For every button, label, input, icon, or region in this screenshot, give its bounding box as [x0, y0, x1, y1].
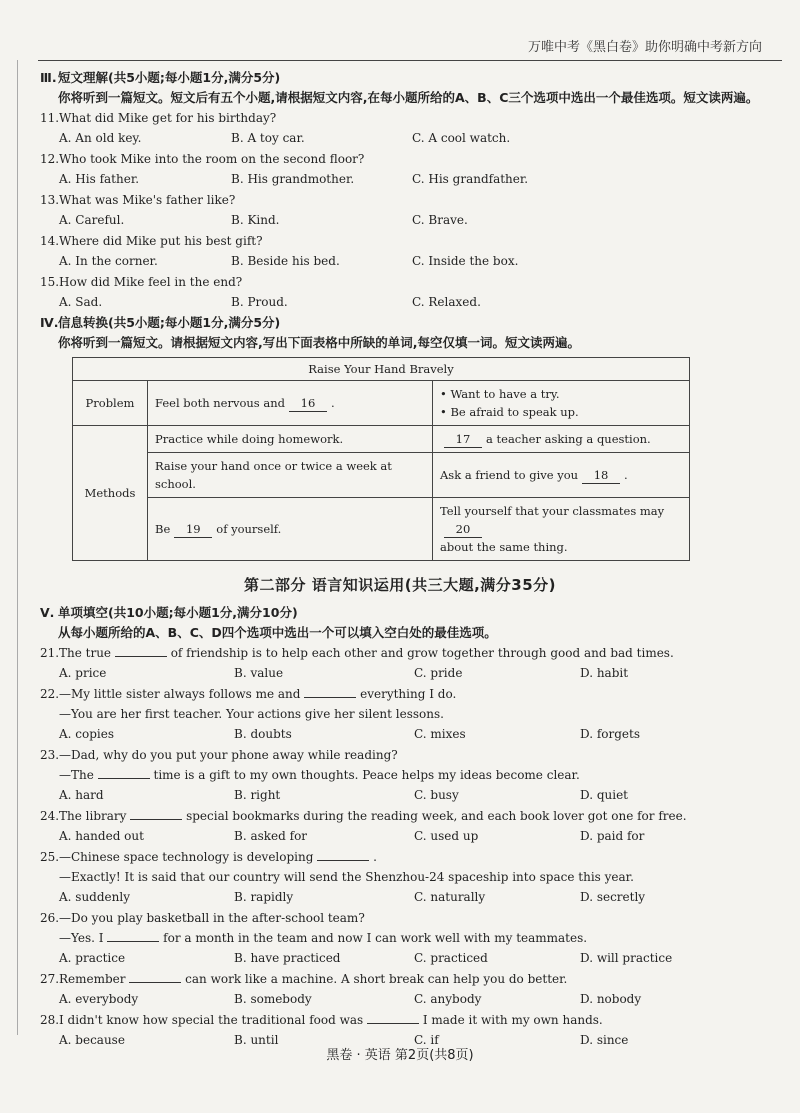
section-4-heading: 信息转换(共5小题;每小题1分,满分5分) — [58, 315, 281, 330]
question-text: The library — [59, 809, 127, 823]
question-stem — [40, 231, 760, 251]
question-number: 22. — [40, 687, 60, 701]
method-3-right-text: Tell yourself that your classmates may — [440, 504, 665, 518]
question-text-end: . — [373, 850, 377, 864]
answer-blank[interactable] — [98, 766, 150, 779]
bullet-want-try: • Want to have a try. — [440, 387, 560, 401]
method-3-right — [433, 498, 690, 561]
problem-bullets — [433, 381, 690, 426]
question-text-end: can work like a machine. A short break can help you do better. — [185, 972, 568, 986]
options-row — [40, 169, 760, 190]
option-a[interactable]: A. practice — [59, 951, 126, 965]
section-3-numeral: Ⅲ. — [40, 70, 57, 85]
question-stem — [40, 847, 760, 867]
option-c[interactable]: C. anybody — [414, 992, 482, 1006]
section-5-heading: 单项填空(共10小题;每小题1分,满分10分) — [58, 605, 298, 620]
question-text: —Do you play basketball in the after-school team? — [59, 911, 365, 925]
option-b[interactable]: B. have practiced — [234, 951, 341, 965]
reply-text: —The — [59, 768, 94, 782]
question-number: 11. — [40, 111, 60, 125]
method-2-right — [433, 453, 690, 498]
method-2-right-end: . — [624, 468, 628, 482]
reply-text-end: for a month in the team and now I can work well with my teammates. — [163, 931, 588, 945]
options-row — [40, 210, 760, 231]
options-row — [40, 989, 760, 1010]
option-b[interactable]: B. His grandmother. — [231, 172, 355, 186]
option-c[interactable]: C. used up — [414, 829, 479, 843]
section-3-questions — [40, 108, 760, 313]
option-b[interactable]: B. Beside his bed. — [231, 254, 340, 268]
blank-19[interactable]: 19 — [174, 522, 212, 538]
question-reply: —You are her first teacher. Your actions give her silent lessons. — [59, 707, 444, 721]
option-a[interactable]: A. Careful. — [59, 213, 125, 227]
question-number: 25. — [40, 850, 60, 864]
left-margin-rule — [17, 60, 18, 1035]
option-c[interactable]: C. pride — [414, 666, 463, 680]
option-b[interactable]: B. A toy car. — [231, 131, 305, 145]
section-3-instructions: 你将听到一篇短文。短文后有五个小题,请根据短文内容,在每小题所给的A、B、C三个选项中选出一个最佳选项。短文读两遍。 — [58, 90, 759, 105]
problem-cell — [148, 381, 433, 426]
option-c[interactable]: C. busy — [414, 788, 459, 802]
section-5-instructions: 从每小题所给的A、B、C、D四个选项中选出一个可以填入空白处的最佳选项。 — [58, 625, 497, 640]
question-number: 12. — [40, 152, 60, 166]
option-a[interactable]: A. price — [59, 666, 107, 680]
answer-blank[interactable] — [304, 685, 356, 698]
method-3-left-text: Be — [155, 522, 171, 536]
option-a[interactable]: A. hard — [59, 788, 104, 802]
options-row — [40, 948, 760, 969]
page-header: 万唯中考《黑白卷》助你明确中考新方向 — [527, 40, 762, 55]
options-row — [40, 663, 760, 684]
section-5-questions — [40, 643, 760, 1051]
question-text: Remember — [59, 972, 126, 986]
method-2-left: Raise your hand once or twice a week at school. — [148, 453, 433, 498]
question-stem — [40, 272, 760, 292]
question-number: 28. — [40, 1013, 60, 1027]
option-a[interactable]: A. handed out — [59, 829, 144, 843]
answer-blank[interactable] — [107, 929, 159, 942]
question-number: 24. — [40, 809, 60, 823]
option-a[interactable]: A. suddenly — [59, 890, 130, 904]
option-d[interactable]: D. quiet — [580, 788, 628, 802]
option-b[interactable]: B. Proud. — [231, 295, 288, 309]
option-d[interactable]: D. since — [580, 1033, 629, 1047]
question-reply — [40, 928, 760, 948]
option-b[interactable]: B. right — [234, 788, 281, 802]
option-c[interactable]: C. naturally — [414, 890, 486, 904]
question-text: —Chinese space technology is developing — [59, 850, 314, 864]
section-4-numeral: Ⅳ. — [40, 315, 59, 330]
question-text: —My little sister always follows me and — [59, 687, 301, 701]
section-3-heading: 短文理解(共5小题;每小题1分,满分5分) — [58, 70, 281, 85]
problem-text: Feel both nervous and — [155, 396, 285, 410]
question-text-end: everything I do. — [360, 687, 457, 701]
section-5-numeral: Ⅴ. — [40, 605, 55, 620]
info-table — [72, 357, 690, 561]
page-content — [40, 68, 760, 1051]
option-b[interactable]: B. rapidly — [234, 890, 294, 904]
question-text-end: special bookmarks during the reading week, and each book lover got one for free. — [186, 809, 687, 823]
method-3-left-end: of yourself. — [216, 522, 282, 536]
option-c[interactable]: C. mixes — [414, 727, 466, 741]
question-stem — [40, 969, 760, 989]
option-d[interactable]: D. will practice — [580, 951, 673, 965]
options-row — [40, 826, 760, 847]
option-a[interactable]: A. His father. — [59, 172, 140, 186]
option-b[interactable]: B. doubts — [234, 727, 292, 741]
answer-blank[interactable] — [130, 807, 182, 820]
question-reply — [40, 765, 760, 785]
answer-blank[interactable] — [129, 970, 181, 983]
table-title: Raise Your Hand Bravely — [73, 358, 690, 381]
option-a[interactable]: A. In the corner. — [59, 254, 158, 268]
question-number: 13. — [40, 193, 60, 207]
question-stem — [40, 745, 760, 765]
option-b[interactable]: B. value — [234, 666, 284, 680]
answer-blank[interactable] — [115, 644, 167, 657]
question-number: 14. — [40, 234, 60, 248]
section-5-title — [40, 603, 760, 623]
question-text-end: of friendship is to help each other and grow together through good and bad times. — [170, 646, 674, 660]
option-d[interactable]: D. secretly — [580, 890, 646, 904]
question-reply: —Exactly! It is said that our country will send the Shenzhou-24 spaceship into space this year. — [59, 870, 634, 884]
option-c[interactable]: C. Inside the box. — [412, 254, 519, 268]
question-stem — [40, 149, 760, 169]
reply-text-end: time is a gift to my own thoughts. Peace helps my ideas become clear. — [153, 768, 580, 782]
question-text: What did Mike get for his birthday? — [59, 111, 277, 125]
options-row — [40, 251, 760, 272]
option-c[interactable]: C. A cool watch. — [412, 131, 511, 145]
option-b[interactable]: B. asked for — [234, 829, 308, 843]
option-c[interactable]: C. Relaxed. — [412, 295, 481, 309]
question-stem — [40, 684, 760, 704]
section-4-instructions: 你将听到一篇短文。请根据短文内容,写出下面表格中所缺的单词,每空仅填一词。短文读两遍。 — [58, 335, 580, 350]
option-d[interactable]: D. habit — [580, 666, 629, 680]
answer-blank[interactable] — [317, 848, 369, 861]
method-3-right-end: about the same thing. — [440, 540, 568, 554]
problem-text-end: . — [330, 396, 335, 410]
option-d[interactable]: D. paid for — [580, 829, 645, 843]
question-stem — [40, 806, 760, 826]
options-row — [40, 785, 760, 806]
part-2-title: 第二部分 语言知识运用(共三大题,满分35分) — [243, 576, 556, 594]
option-b[interactable]: B. somebody — [234, 992, 312, 1006]
question-stem — [40, 190, 760, 210]
question-text: Who took Mike into the room on the second floor? — [59, 152, 365, 166]
option-c[interactable]: C. Brave. — [412, 213, 468, 227]
option-c[interactable]: C. His grandfather. — [412, 172, 529, 186]
question-number: 23. — [40, 748, 60, 762]
option-c[interactable]: C. practiced — [414, 951, 488, 965]
option-c[interactable]: C. if — [414, 1033, 439, 1047]
methods-label: Methods — [73, 426, 148, 561]
method-1-right — [433, 426, 690, 453]
page-footer: 黑卷 · 英语 第2页(共8页) — [326, 1048, 474, 1063]
question-text-end: I made it with my own hands. — [422, 1013, 603, 1027]
question-text: Where did Mike put his best gift? — [59, 234, 263, 248]
question-number: 26. — [40, 911, 60, 925]
question-stem — [40, 1010, 760, 1030]
problem-label: Problem — [73, 381, 148, 426]
option-d[interactable]: D. forgets — [580, 727, 640, 741]
option-a[interactable]: A. because — [59, 1033, 125, 1047]
section-3-title — [40, 68, 760, 88]
question-number: 21. — [40, 646, 60, 660]
option-d[interactable]: D. nobody — [580, 992, 642, 1006]
option-a[interactable]: A. Sad. — [59, 295, 103, 309]
option-b[interactable]: B. until — [234, 1033, 279, 1047]
option-a[interactable]: A. everybody — [59, 992, 139, 1006]
method-1-left: Practice while doing homework. — [148, 426, 433, 453]
options-row — [40, 724, 760, 745]
bullet-afraid: • Be afraid to speak up. — [440, 405, 579, 419]
blank-20[interactable]: 20 — [444, 522, 482, 538]
question-number: 15. — [40, 275, 60, 289]
method-1-right-text: a teacher asking a question. — [486, 432, 651, 446]
question-text: How did Mike feel in the end? — [59, 275, 243, 289]
section-4-title — [40, 313, 760, 333]
option-a[interactable]: A. copies — [59, 727, 115, 741]
blank-18[interactable]: 18 — [582, 468, 620, 484]
question-text: The true — [59, 646, 112, 660]
question-text: I didn't know how special the traditional food was — [59, 1013, 364, 1027]
options-row — [40, 292, 760, 313]
header-divider — [38, 60, 782, 61]
answer-blank[interactable] — [367, 1011, 419, 1024]
options-row — [40, 128, 760, 149]
question-text: —Dad, why do you put your phone away while reading? — [59, 748, 398, 762]
question-stem — [40, 108, 760, 128]
blank-16[interactable]: 16 — [289, 396, 327, 412]
method-2-right-text: Ask a friend to give you — [440, 468, 579, 482]
option-a[interactable]: A. An old key. — [59, 131, 142, 145]
question-stem — [40, 643, 760, 663]
question-text: What was Mike's father like? — [59, 193, 236, 207]
question-stem — [40, 908, 760, 928]
blank-17[interactable]: 17 — [444, 432, 482, 448]
method-3-left — [148, 498, 433, 561]
options-row — [40, 887, 760, 908]
option-b[interactable]: B. Kind. — [231, 213, 280, 227]
question-number: 27. — [40, 972, 60, 986]
reply-text: —Yes. I — [59, 931, 104, 945]
